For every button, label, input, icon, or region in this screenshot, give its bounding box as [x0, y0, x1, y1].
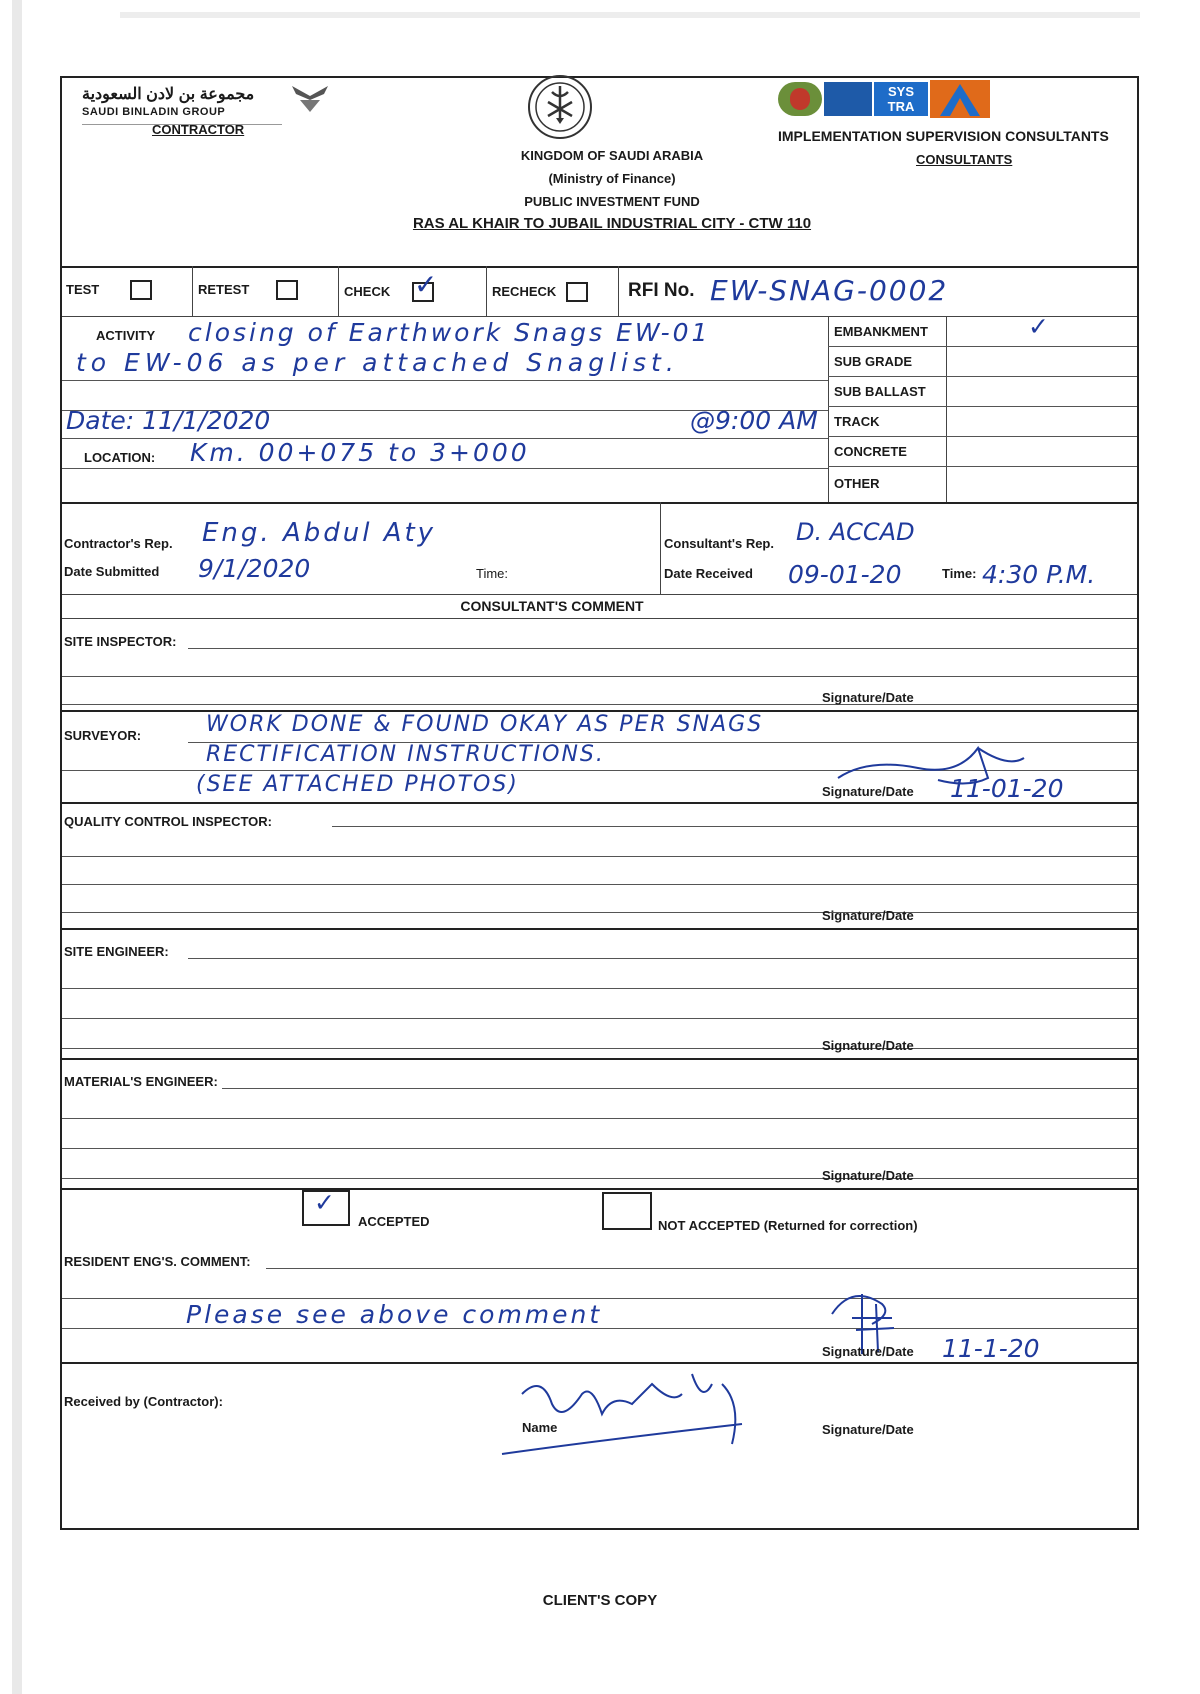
category-label: TRACK	[834, 414, 880, 429]
retest-checkbox[interactable]	[276, 280, 298, 300]
consultant-rep: D. ACCAD	[796, 518, 915, 546]
recheck-checkbox[interactable]	[566, 282, 588, 302]
category-row	[828, 466, 1137, 500]
surveyor-label: SURVEYOR:	[64, 728, 142, 743]
consultant-comment-title: CONSULTANT'S COMMENT	[460, 598, 644, 614]
saudi-emblem-icon	[512, 74, 608, 140]
resident-comment-label: RESIDENT ENG'S. COMMENT:	[64, 1254, 251, 1269]
test-label: TEST	[66, 282, 100, 297]
client-copy: CLIENT'S COPY	[542, 1592, 658, 1609]
rfi-label: RFI No.	[628, 280, 695, 301]
materials-engineer-signature: Signature/Date	[822, 1168, 914, 1183]
site-engineer-label: SITE ENGINEER:	[64, 944, 169, 959]
contractor-rep-label: Contractor's Rep.	[64, 536, 173, 551]
contractor-rep: Eng. Abdul Aty	[202, 518, 437, 548]
time-label: Time:	[476, 566, 509, 581]
category-label: SUB BALLAST	[834, 384, 926, 399]
surveyor-date: 11-01-20	[950, 774, 1064, 803]
category-label: EMBANKMENT	[834, 324, 928, 339]
check-label: CHECK	[344, 284, 391, 299]
contractor-label: CONTRACTOR	[152, 122, 245, 137]
category-row	[828, 406, 1137, 437]
date-received-label: Date Received	[664, 566, 753, 581]
systra-logo	[874, 82, 928, 116]
systra-tra: TRA	[887, 99, 915, 114]
received-signature: Signature/Date	[822, 1422, 914, 1437]
rfi-number: EW-SNAG-0002	[710, 274, 949, 307]
kingdom: KINGDOM OF SAUDI ARABIA	[520, 148, 704, 163]
surveyor-comment-line2: RECTIFICATION INSTRUCTIONS.	[206, 742, 605, 767]
materials-engineer-label: MATERIAL'S ENGINEER:	[64, 1074, 218, 1089]
qc-inspector-label: QUALITY CONTROL INSPECTOR:	[64, 814, 273, 829]
project-title: RAS AL KHAIR TO JUBAIL INDUSTRIAL CITY - CTW 110	[412, 215, 812, 232]
resident-comment: Please see above comment	[186, 1300, 603, 1329]
dar-logo-icon-inner	[790, 88, 810, 110]
fund: PUBLIC INVESTMENT FUND	[524, 194, 700, 209]
activity-line2: to EW-06 as per attached Snaglist.	[76, 348, 679, 377]
accepted-mark: ✓	[314, 1188, 335, 1217]
ministry: (Ministry of Finance)	[548, 171, 676, 186]
a-logo-icon	[930, 80, 990, 118]
date-submitted: 9/1/2020	[198, 554, 311, 583]
category-mark: ✓	[1028, 312, 1049, 341]
time-received-label: Time:	[942, 566, 977, 581]
activity-line1: closing of Earthwork Snags EW-01	[188, 318, 711, 347]
category-label: SUB GRADE	[834, 354, 913, 369]
not-accepted-label: NOT ACCEPTED (Returned for correction)	[658, 1218, 918, 1233]
date-submitted-label: Date Submitted	[64, 564, 160, 579]
consultants-label: CONSULTANTS	[916, 152, 1013, 167]
consultants-title: IMPLEMENTATION SUPERVISION CONSULTANTS	[778, 128, 1109, 144]
activity-date: Date: 11/1/2020	[66, 406, 271, 435]
accepted-label: ACCEPTED	[358, 1214, 430, 1229]
dar-logo-mark	[824, 82, 872, 116]
rfi-form	[60, 76, 1139, 1530]
resident-signature: Signature/Date	[822, 1344, 914, 1359]
header-divider	[62, 266, 1137, 268]
activity-time: @9:00 AM	[690, 406, 818, 435]
surveyor-comment-line1: WORK DONE & FOUND OKAY AS PER SNAGS	[206, 712, 764, 737]
scan-top-strip	[120, 12, 1140, 18]
test-checkbox[interactable]	[130, 280, 152, 300]
retest-label: RETEST	[198, 282, 250, 297]
company-name: SAUDI BINLADIN GROUP	[82, 106, 226, 118]
qc-inspector-signature: Signature/Date	[822, 908, 914, 923]
site-engineer-signature: Signature/Date	[822, 1038, 914, 1053]
systra-sys: SYS	[887, 84, 914, 99]
resident-date: 11-1-20	[942, 1334, 1040, 1363]
recheck-label: RECHECK	[492, 284, 557, 299]
name-label: Name	[522, 1420, 558, 1435]
consultant-rep-label: Consultant's Rep.	[664, 536, 774, 551]
arabic-company-name: مجموعة بن لادن السعودية	[82, 86, 255, 103]
category-label: CONCRETE	[834, 444, 907, 459]
binladin-emblem-icon	[290, 82, 330, 116]
location-label: LOCATION:	[84, 450, 156, 465]
category-row	[828, 346, 1137, 377]
date-received: 09-01-20	[788, 560, 902, 589]
scan-edge	[12, 0, 22, 1694]
consultant-logos	[778, 78, 998, 120]
received-by-label: Received by (Contractor):	[64, 1394, 223, 1409]
surveyor-signature: Signature/Date	[822, 784, 914, 799]
activity-label: ACTIVITY	[96, 328, 156, 343]
site-inspector-label: SITE INSPECTOR:	[64, 634, 177, 649]
surveyor-comment-line3: (SEE ATTACHED PHOTOS)	[196, 772, 519, 797]
category-label: OTHER	[834, 476, 880, 491]
category-row	[828, 312, 1137, 347]
category-row	[828, 436, 1137, 467]
site-inspector-signature: Signature/Date	[822, 690, 914, 705]
location-value: Km. 00+075 to 3+000	[190, 438, 530, 467]
category-row	[828, 376, 1137, 407]
check-mark: ✓	[414, 268, 438, 301]
not-accepted-checkbox[interactable]	[602, 1192, 652, 1230]
header-center-block	[402, 148, 822, 232]
contractor-signature-scribble	[482, 1364, 772, 1464]
time-received: 4:30 P.M.	[982, 560, 1096, 589]
